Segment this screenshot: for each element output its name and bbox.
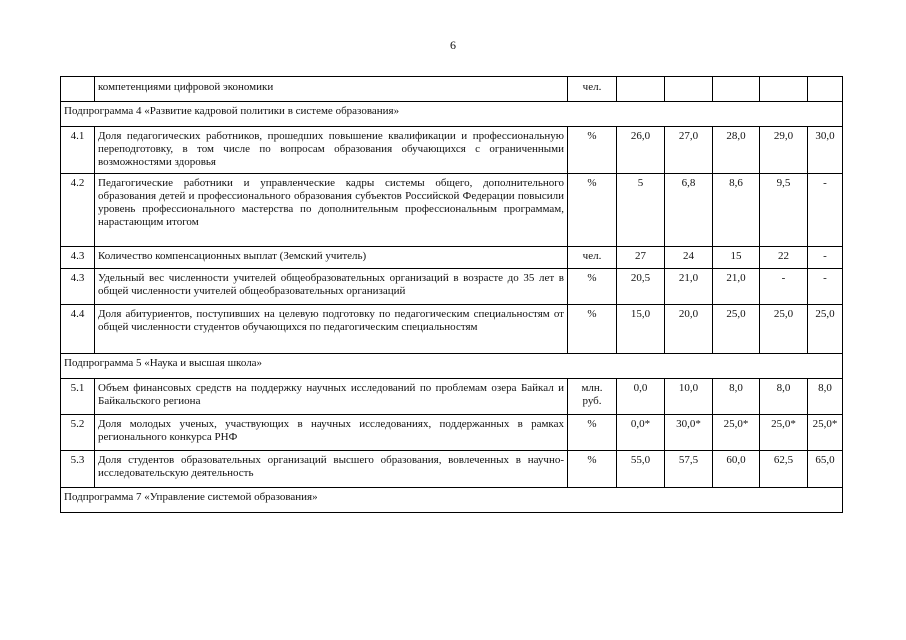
row-value: 25,0*	[713, 415, 760, 451]
row-value: 25,0*	[760, 415, 808, 451]
row-value: 10,0	[665, 379, 713, 415]
section-title: Подпрограмма 4 «Развитие кадровой политики в системе образования»	[61, 102, 843, 127]
row-value: 8,0	[760, 379, 808, 415]
page-number: 6	[450, 38, 456, 52]
row-number: 4.3	[61, 247, 95, 269]
row-value: 27,0	[665, 127, 713, 174]
row-description: Доля молодых ученых, участвующих в научных исследованиях, поддержанных в рамках регионального конкурса РНФ	[95, 415, 568, 451]
table-row	[61, 269, 843, 305]
row-value: 25,0	[808, 305, 843, 354]
indicators-table	[60, 76, 843, 513]
row-number: 4.2	[61, 174, 95, 247]
row-value: 6,8	[665, 174, 713, 247]
section-row	[61, 488, 843, 513]
row-description: Доля педагогических работников, прошедших повышение квалификации и профессиональную переподготовку, в том числе по вопросам образования обучающихся с ограниченными возможностями здоровья	[95, 127, 568, 174]
table-row	[61, 415, 843, 451]
row-value	[760, 77, 808, 102]
row-number	[61, 77, 95, 102]
row-unit: %	[568, 305, 617, 354]
row-description: Объем финансовых средств на поддержку научных исследований по проблемам озера Байкал и Байкальского региона	[95, 379, 568, 415]
row-unit: %	[568, 451, 617, 488]
row-unit: млн. руб.	[568, 379, 617, 415]
row-description: Доля абитуриентов, поступивших на целевую подготовку по педагогическим специальностям от общей численности студентов обучающихся по педагогическим специальностям	[95, 305, 568, 354]
row-value: 25,0	[713, 305, 760, 354]
section-title: Подпрограмма 7 «Управление системой образования»	[61, 488, 843, 513]
row-value: -	[808, 269, 843, 305]
row-number: 5.3	[61, 451, 95, 488]
row-unit: %	[568, 415, 617, 451]
row-unit: чел.	[568, 247, 617, 269]
row-value: 55,0	[617, 451, 665, 488]
row-value: 8,0	[808, 379, 843, 415]
row-value: 30,0*	[665, 415, 713, 451]
row-value: -	[808, 174, 843, 247]
row-number: 4.1	[61, 127, 95, 174]
row-value: 8,0	[713, 379, 760, 415]
row-number: 4.4	[61, 305, 95, 354]
row-value: 0,0	[617, 379, 665, 415]
row-unit: %	[568, 269, 617, 305]
row-value: 24	[665, 247, 713, 269]
table-row	[61, 127, 843, 174]
row-value: 8,6	[713, 174, 760, 247]
row-value: 15,0	[617, 305, 665, 354]
row-number: 4.3	[61, 269, 95, 305]
row-value: 21,0	[713, 269, 760, 305]
row-value: 20,0	[665, 305, 713, 354]
row-value: -	[808, 247, 843, 269]
row-description: Педагогические работники и управленческие кадры системы общего, дополнительного образования детей и профессионального образования субъектов Российской Федерации повысили уровень профессионального мастерства по дополнительным профессиональным программам, нарастающим итогом	[95, 174, 568, 247]
row-value: 30,0	[808, 127, 843, 174]
row-number: 5.2	[61, 415, 95, 451]
row-unit: %	[568, 127, 617, 174]
row-value: 29,0	[760, 127, 808, 174]
row-number: 5.1	[61, 379, 95, 415]
row-value: 25,0	[760, 305, 808, 354]
row-value: 65,0	[808, 451, 843, 488]
row-description: Доля студентов образовательных организаций высшего образования, вовлеченных в научно-исследовательскую деятельность	[95, 451, 568, 488]
table-row	[61, 247, 843, 269]
table-row	[61, 174, 843, 247]
row-value: 21,0	[665, 269, 713, 305]
row-description: компетенциями цифровой экономики	[95, 77, 568, 102]
row-value: 20,5	[617, 269, 665, 305]
row-value: 25,0*	[808, 415, 843, 451]
row-value	[808, 77, 843, 102]
row-description: Удельный вес численности учителей общеобразовательных организаций в возрасте до 35 лет в общей численности учителей общеобразовательных организаций	[95, 269, 568, 305]
row-description: Количество компенсационных выплат (Земский учитель)	[95, 247, 568, 269]
row-value: 26,0	[617, 127, 665, 174]
row-unit: чел.	[568, 77, 617, 102]
row-value: 57,5	[665, 451, 713, 488]
row-value: 60,0	[713, 451, 760, 488]
row-value: -	[760, 269, 808, 305]
row-value	[713, 77, 760, 102]
table-row	[61, 451, 843, 488]
row-value: 62,5	[760, 451, 808, 488]
row-value: 22	[760, 247, 808, 269]
row-value: 27	[617, 247, 665, 269]
row-value: 15	[713, 247, 760, 269]
row-value	[617, 77, 665, 102]
row-value: 0,0*	[617, 415, 665, 451]
row-value: 9,5	[760, 174, 808, 247]
row-value: 5	[617, 174, 665, 247]
section-title: Подпрограмма 5 «Наука и высшая школа»	[61, 354, 843, 379]
table-row	[61, 379, 843, 415]
section-row	[61, 102, 843, 127]
row-value	[665, 77, 713, 102]
section-row	[61, 354, 843, 379]
table-row	[61, 305, 843, 354]
row-unit: %	[568, 174, 617, 247]
table-row	[61, 77, 843, 102]
row-value: 28,0	[713, 127, 760, 174]
